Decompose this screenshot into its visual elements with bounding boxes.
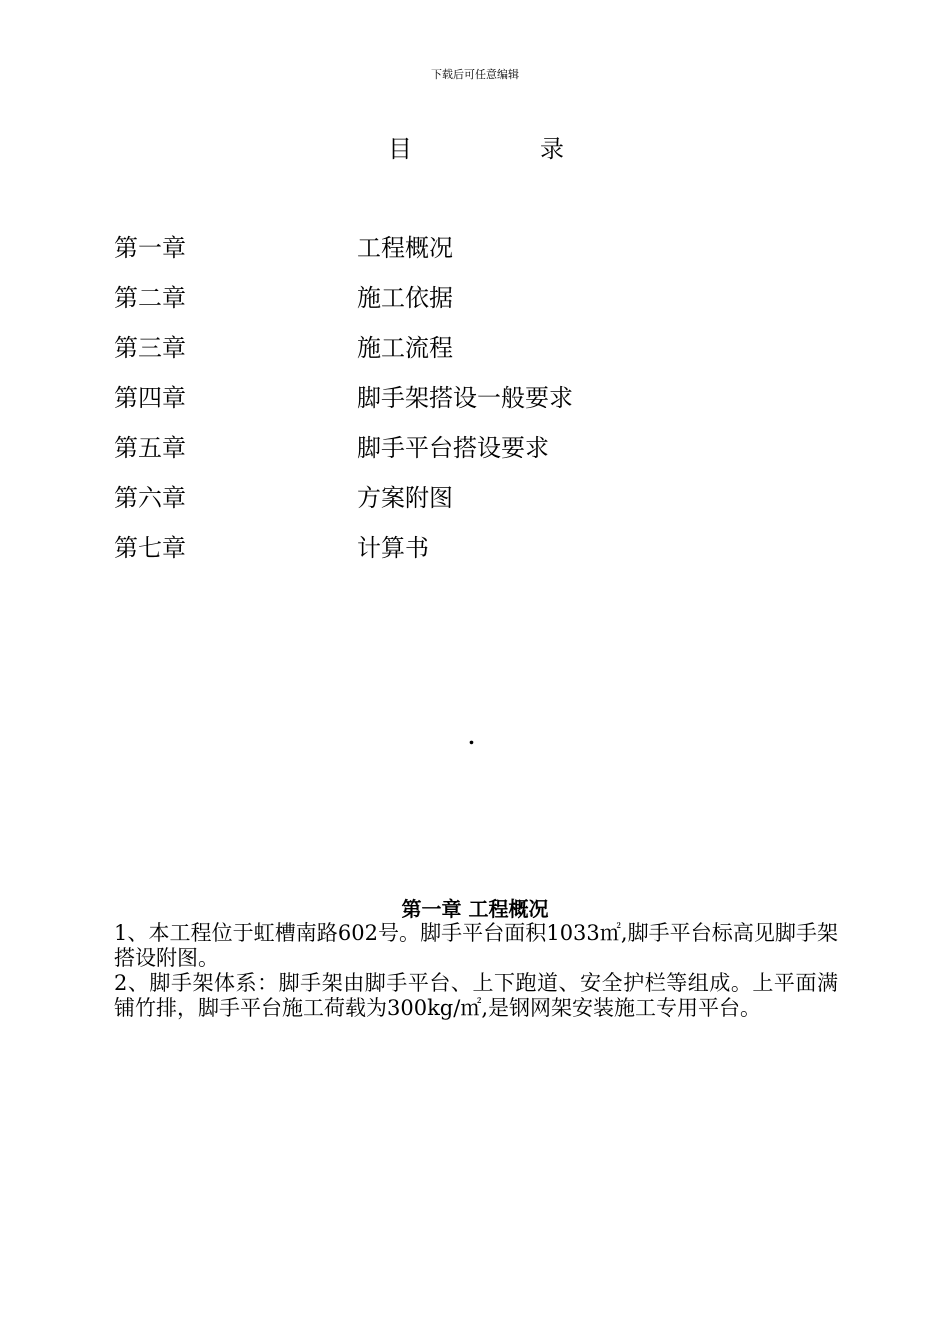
toc-title [0,133,950,165]
toc-chapter-label: 第一章 [114,234,186,262]
toc-chapter-label: 第三章 [114,334,186,362]
toc-title-char-1: 目 [388,135,412,163]
toc-chapter-label: 第二章 [114,284,186,312]
toc-chapter-label: 第七章 [114,534,186,562]
toc-title-char-2: 录 [540,135,564,163]
toc-chapter-name: 计算书 [357,534,429,562]
toc-item [114,432,834,482]
toc-item [114,532,834,582]
section-body [114,921,838,1021]
toc-item [114,282,834,332]
toc-chapter-label: 第五章 [114,434,186,462]
center-dot-mark: . [468,725,475,749]
toc-chapter-name: 施工依据 [357,284,453,312]
toc-chapter-label: 第四章 [114,384,186,412]
toc-list [114,232,834,582]
toc-item [114,482,834,532]
toc-item [114,382,834,432]
toc-chapter-name: 施工流程 [357,334,453,362]
toc-item [114,332,834,382]
body-paragraph: 1、本工程位于虹槽南路602号。脚手平台面积1033㎡,脚手平台标高见脚手架搭设附图。 [114,921,838,970]
header-note: 下载后可任意编辑 [431,68,519,81]
toc-chapter-name: 脚手平台搭设要求 [357,434,549,462]
toc-chapter-name: 方案附图 [357,484,453,512]
body-paragraph: 2、脚手架体系：脚手架由脚手平台、上下跑道、安全护栏等组成。上平面满铺竹排，脚手平台施工荷载为300kg/㎡,是钢网架安装施工专用平台。 [114,971,838,1020]
toc-chapter-label: 第六章 [114,484,186,512]
toc-chapter-name: 脚手架搭设一般要求 [357,384,573,412]
chapter-heading: 第一章 工程概况 [401,897,549,921]
toc-item [114,232,834,282]
toc-chapter-name: 工程概况 [357,234,453,262]
